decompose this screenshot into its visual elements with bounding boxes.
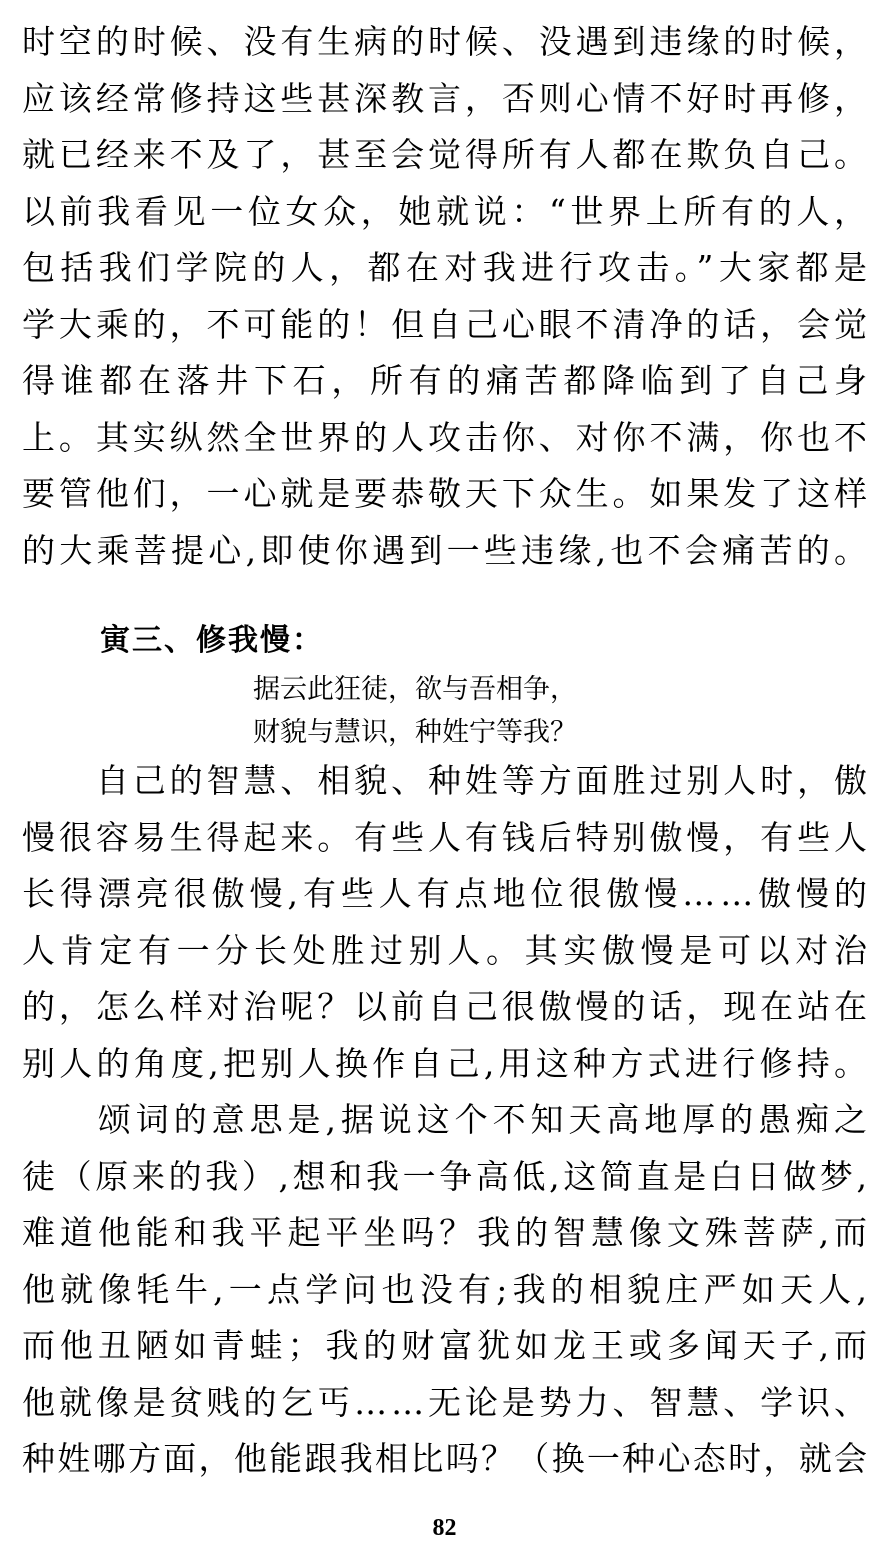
verse-line-2: 财貌与慧识，种姓宁等我？ — [253, 717, 577, 748]
paragraph-line: 他就像牦牛,一点学问也没有;我的相貌庄严如天人, — [22, 1269, 873, 1309]
paragraph-line: 以前我看见一位女众，她就说：“世界上所有的人， — [22, 191, 872, 231]
verse-line-1: 据云此狂徒，欲与吾相争， — [253, 674, 577, 705]
paragraph-line: 他就像是贫贱的乞丐……无论是势力、智慧、学识、 — [22, 1382, 871, 1422]
paragraph-line: 包括我们学院的人，都在对我进行攻击。”大家都是 — [22, 248, 873, 287]
paragraph-line: 自己的智慧、相貌、种姓等方面胜过别人时，傲 — [22, 761, 871, 800]
paragraph-line: 长得漂亮很傲慢,有些人有点地位很傲慢……傲慢的 — [22, 874, 872, 913]
paragraph-line: 时空的时候、没有生病的时候、没遇到违缘的时候， — [22, 22, 871, 61]
page-number: 82 — [432, 1515, 457, 1541]
paragraph-line: 种姓哪方面，他能跟我相比吗？（换一种心态时，就会 — [22, 1439, 870, 1478]
paragraph-line: 难道他能和我平起平坐吗？我的智慧像文殊菩萨,而 — [22, 1213, 872, 1252]
paragraph-line: 的，怎么样对治呢？以前自己很傲慢的话，现在站在 — [22, 987, 871, 1026]
paragraph-2 — [22, 753, 873, 1092]
paragraph-line: 而他丑陋如青蛙；我的财富犹如龙王或多闻天子,而 — [22, 1326, 872, 1365]
paragraph-line: 学大乘的，不可能的！但自己心眼不清净的话，会觉 — [22, 304, 871, 344]
paragraph-line: 人肯定有一分长处胜过别人。其实傲慢是可以对治 — [22, 930, 873, 970]
paragraph-line: 就已经来不及了，甚至会觉得所有人都在欺负自己。 — [22, 135, 871, 174]
paragraph-1 — [22, 14, 873, 579]
paragraph-line: 的大乘菩提心,即使你遇到一些违缘,也不会痛苦的。 — [22, 530, 872, 570]
paragraph-line: 慢很容易生得起来。有些人有钱后特别傲慢，有些人 — [22, 817, 871, 857]
section-heading: 寅三、修我慢： — [100, 623, 324, 658]
paragraph-line: 要管他们，一心就是要恭敬天下众生。如果发了这样 — [22, 474, 871, 513]
paragraph-line: 别人的角度,把别人换作自己,用这种方式进行修持。 — [22, 1043, 872, 1083]
paragraph-line: 得谁都在落井下石，所有的痛苦都降临到了自己身 — [22, 361, 873, 400]
paragraph-line: 上。其实纵然全世界的人攻击你、对你不满，你也不 — [22, 417, 871, 457]
paragraph-line: 颂词的意思是,据说这个不知天高地厚的愚痴之 — [22, 1100, 872, 1139]
paragraph-line: 应该经常修持这些甚深教言，否则心情不好时再修， — [22, 78, 871, 118]
paragraph-line: 徒（原来的我）,想和我一争高低,这简直是白日做梦, — [22, 1156, 871, 1196]
paragraph-3 — [22, 1092, 873, 1488]
